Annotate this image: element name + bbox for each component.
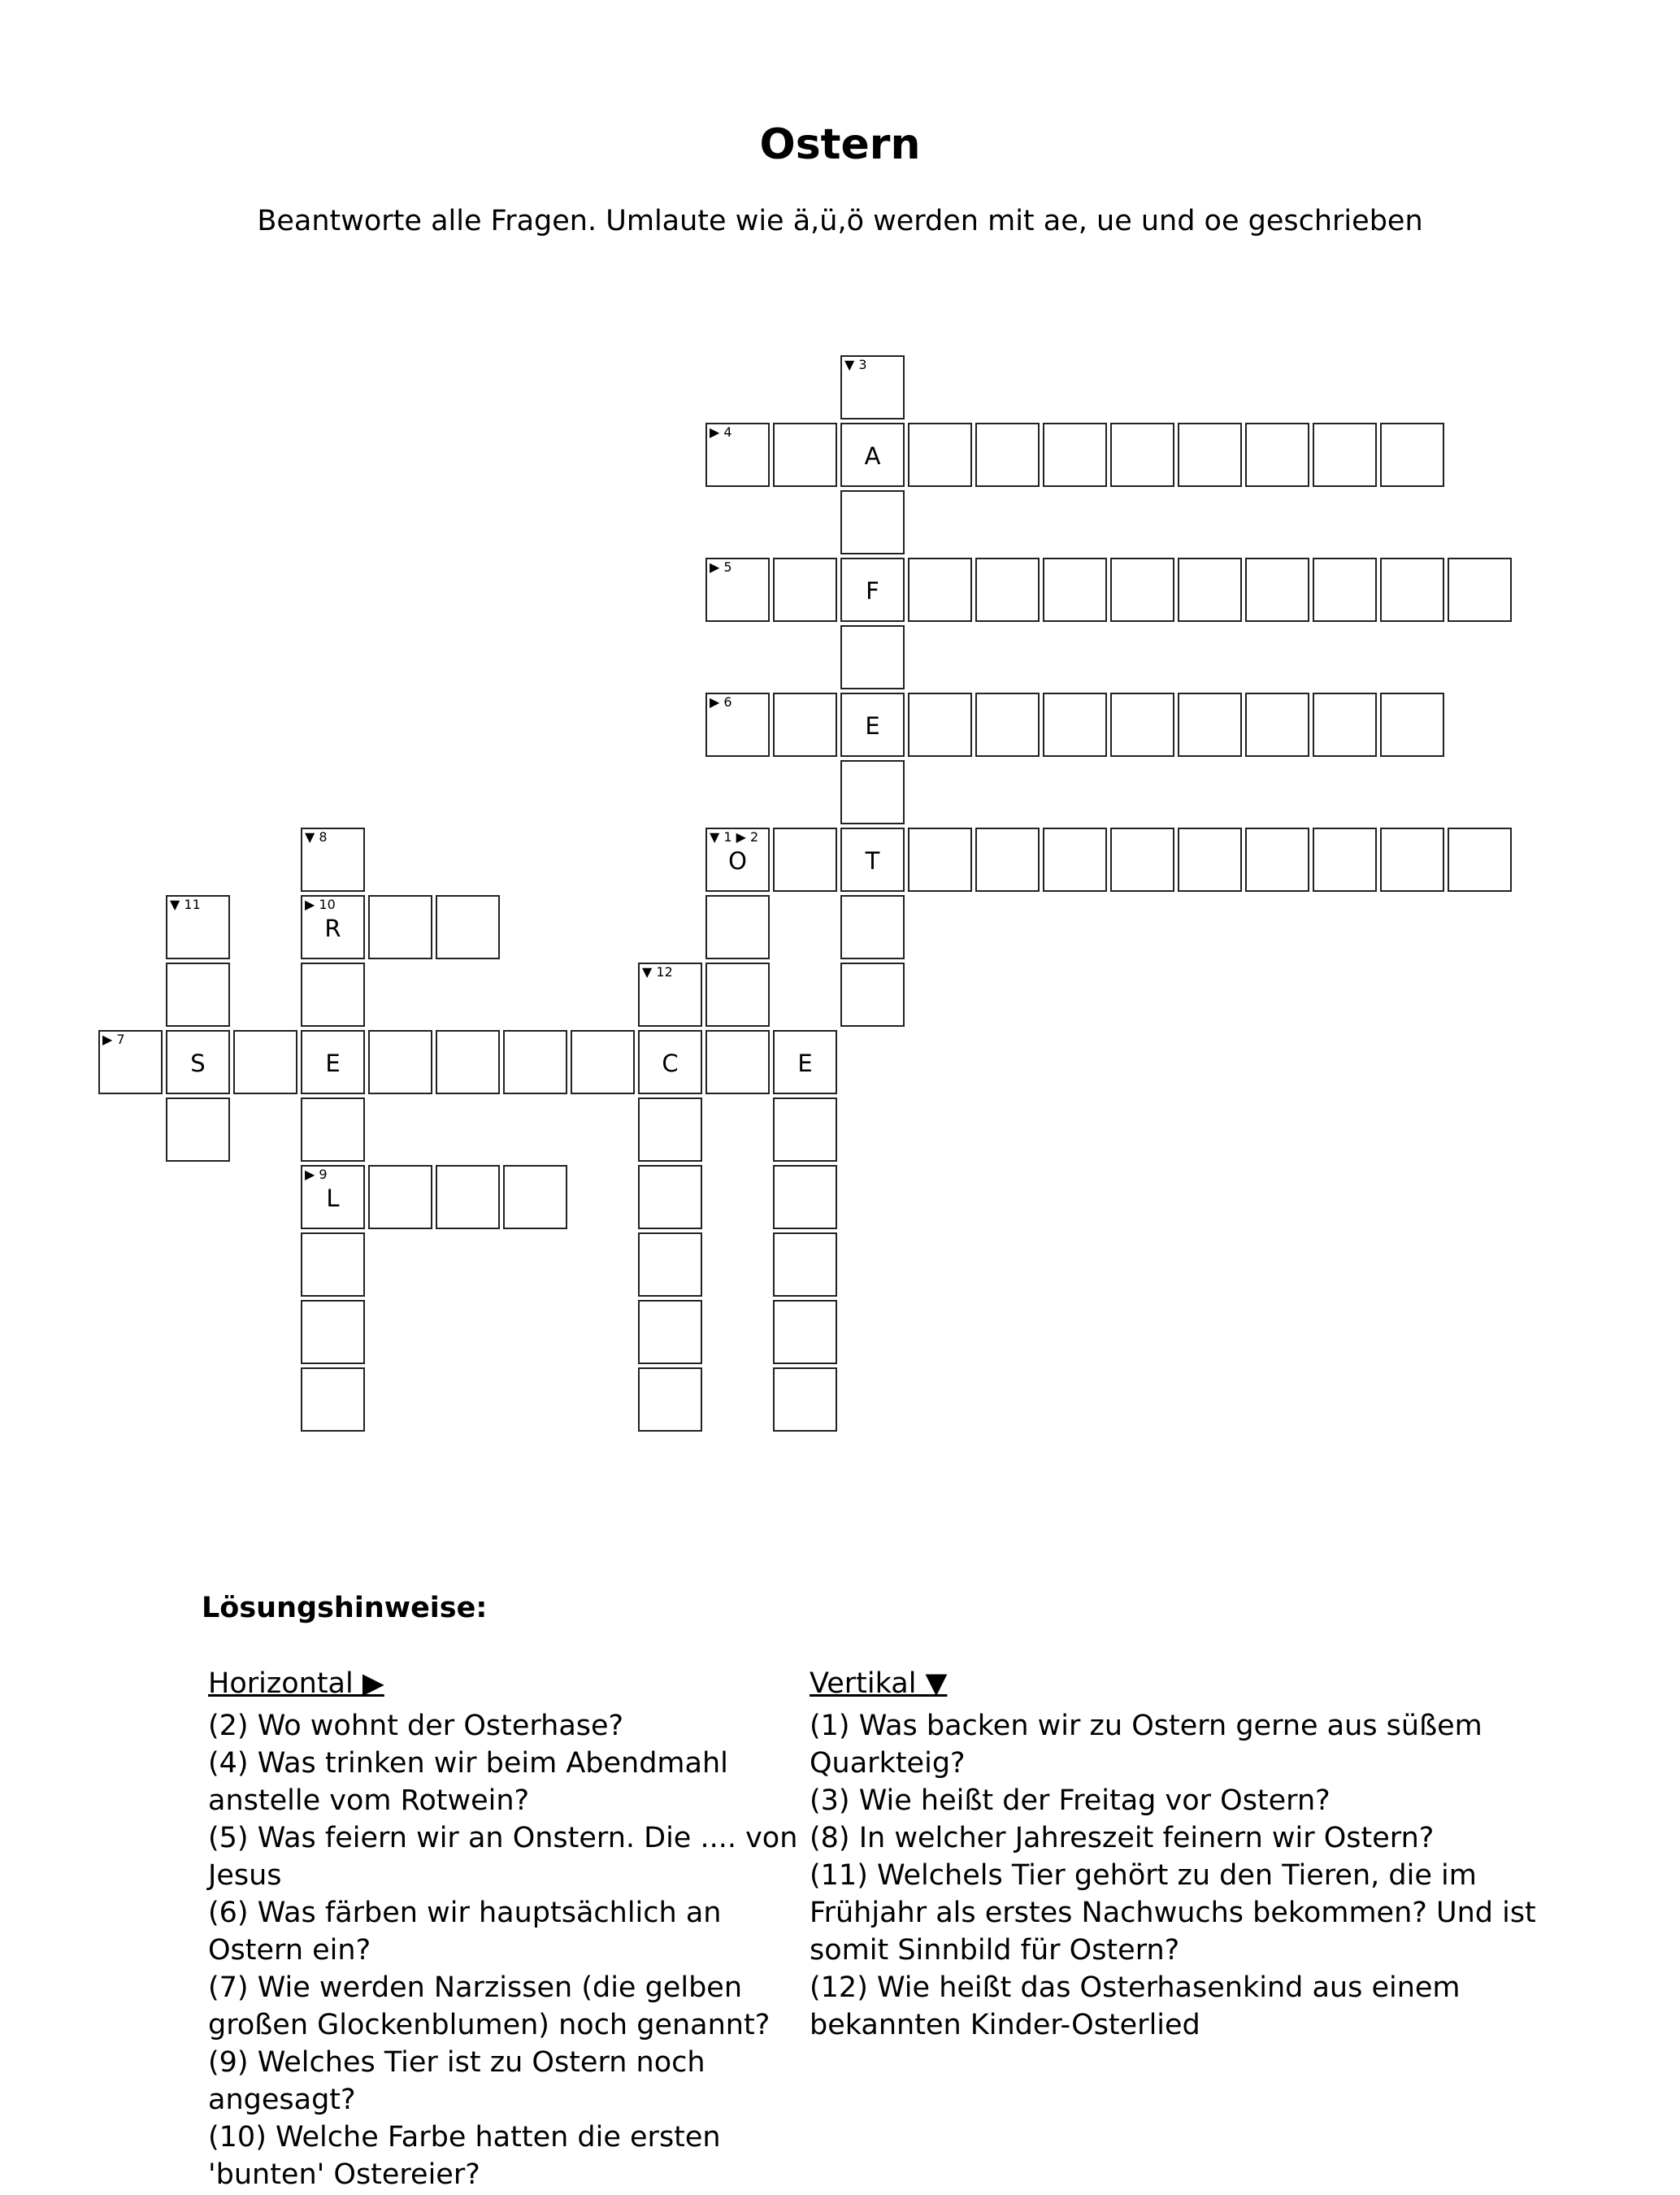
crossword-cell[interactable] xyxy=(166,1030,230,1094)
crossword-cell[interactable] xyxy=(638,1030,702,1094)
crossword-cell[interactable] xyxy=(840,490,905,554)
clue-vertical: (3) Wie heißt der Freitag vor Ostern? xyxy=(810,1784,1331,1817)
crossword-cell[interactable] xyxy=(1178,423,1242,487)
crossword-cell[interactable] xyxy=(638,1367,702,1432)
cell-letter: A xyxy=(864,442,881,470)
hints-title: Lösungshinweise: xyxy=(202,1592,488,1624)
clue-number: ▶ 4 xyxy=(710,424,732,440)
crossword-cell[interactable] xyxy=(301,1367,365,1432)
crossword-cell[interactable] xyxy=(705,963,770,1027)
crossword-cell[interactable] xyxy=(840,963,905,1027)
crossword-cell[interactable] xyxy=(705,558,770,622)
crossword-cell[interactable] xyxy=(840,693,905,757)
crossword-cell[interactable] xyxy=(301,895,365,959)
crossword-cell[interactable] xyxy=(773,1367,837,1432)
crossword-cell[interactable] xyxy=(166,895,230,959)
crossword-cell[interactable] xyxy=(1380,558,1444,622)
cell-letter: E xyxy=(325,1050,341,1077)
crossword-cell[interactable] xyxy=(773,828,837,892)
clue-number: ▶ 7 xyxy=(102,1032,125,1047)
clue-horizontal: (5) Was feiern wir an Onstern. Die .... von Jesus xyxy=(208,1822,798,1892)
crossword-cell[interactable] xyxy=(436,1165,500,1229)
cell-letter: E xyxy=(865,712,880,740)
crossword-cell[interactable] xyxy=(705,828,770,892)
crossword-cell[interactable] xyxy=(975,558,1040,622)
crossword-cell[interactable] xyxy=(1245,693,1309,757)
crossword-cell[interactable] xyxy=(1110,558,1174,622)
cell-letter: O xyxy=(728,847,747,875)
crossword-cell[interactable] xyxy=(638,1098,702,1162)
clue-number: ▼ 11 xyxy=(170,897,201,912)
clue-horizontal: (10) Welche Farbe hatten die ersten 'bunten' Ostereier? xyxy=(208,2121,721,2191)
crossword-cell[interactable] xyxy=(301,1300,365,1364)
crossword-cell[interactable] xyxy=(705,423,770,487)
clue-number: ▼ 8 xyxy=(305,829,328,845)
crossword-cell[interactable] xyxy=(1380,828,1444,892)
crossword-cell[interactable] xyxy=(98,1030,163,1094)
clue-number: ▶ 5 xyxy=(710,559,732,575)
cell-letter: F xyxy=(866,577,879,605)
crossword-cell[interactable] xyxy=(1448,558,1512,622)
crossword-cell[interactable] xyxy=(908,423,972,487)
crossword-cell[interactable] xyxy=(773,1300,837,1364)
crossword-cell[interactable] xyxy=(638,1232,702,1297)
crossword-cell[interactable] xyxy=(840,423,905,487)
page-title: Ostern xyxy=(759,120,921,169)
crossword-cell[interactable] xyxy=(1380,423,1444,487)
clue-horizontal: (2) Wo wohnt der Osterhase? xyxy=(208,1710,624,1742)
crossword-cell[interactable] xyxy=(773,1232,837,1297)
crossword-cell[interactable] xyxy=(503,1030,567,1094)
cell-letter: E xyxy=(797,1050,813,1077)
cell-letter: R xyxy=(324,915,341,942)
crossword-cell[interactable] xyxy=(1448,828,1512,892)
crossword-cell[interactable] xyxy=(1313,558,1377,622)
crossword-cell[interactable] xyxy=(840,625,905,689)
crossword-cell[interactable] xyxy=(840,355,905,419)
crossword-cell[interactable] xyxy=(908,693,972,757)
crossword-cell[interactable] xyxy=(840,895,905,959)
crossword-cell[interactable] xyxy=(368,1030,432,1094)
crossword-cell[interactable] xyxy=(908,558,972,622)
crossword-cell[interactable] xyxy=(705,693,770,757)
clue-number: ▼ 12 xyxy=(642,964,673,980)
crossword-cell[interactable] xyxy=(840,760,905,824)
crossword-cell[interactable] xyxy=(773,693,837,757)
horizontal-clues xyxy=(208,1665,801,2193)
crossword-cell[interactable] xyxy=(368,895,432,959)
vertical-heading: Vertikal ▼ xyxy=(810,1667,948,1700)
horizontal-heading: Horizontal ▶ xyxy=(208,1667,384,1700)
crossword-cell[interactable] xyxy=(638,963,702,1027)
clue-number: ▼ 3 xyxy=(844,357,867,372)
crossword-cell[interactable] xyxy=(1043,423,1107,487)
vertical-clues xyxy=(810,1665,1557,2044)
crossword-cell[interactable] xyxy=(368,1165,432,1229)
crossword-cell[interactable] xyxy=(975,828,1040,892)
crossword-cell[interactable] xyxy=(1043,693,1107,757)
crossword-cell[interactable] xyxy=(301,963,365,1027)
crossword-cell[interactable] xyxy=(233,1030,297,1094)
clue-number: ▶ 6 xyxy=(710,694,732,710)
crossword-cell[interactable] xyxy=(301,1030,365,1094)
clue-number: ▶ 9 xyxy=(305,1167,328,1182)
crossword-cell[interactable] xyxy=(1178,693,1242,757)
cell-letter: C xyxy=(662,1050,679,1077)
crossword-cell[interactable] xyxy=(975,693,1040,757)
crossword-cell[interactable] xyxy=(1110,423,1174,487)
crossword-cell[interactable] xyxy=(301,1165,365,1229)
clue-vertical: (1) Was backen wir zu Ostern gerne aus süßem Quarkteig? xyxy=(810,1710,1482,1780)
crossword-cell[interactable] xyxy=(638,1300,702,1364)
crossword-cell[interactable] xyxy=(166,1098,230,1162)
crossword-cell[interactable] xyxy=(773,1098,837,1162)
crossword-cell[interactable] xyxy=(1110,693,1174,757)
crossword-cell[interactable] xyxy=(773,1030,837,1094)
clue-number: ▶ 10 xyxy=(305,897,336,912)
crossword-cell[interactable] xyxy=(1380,693,1444,757)
crossword-cell[interactable] xyxy=(1043,558,1107,622)
cell-letter: T xyxy=(865,847,880,875)
crossword-cell[interactable] xyxy=(908,828,972,892)
crossword-cell[interactable] xyxy=(1313,693,1377,757)
clue-horizontal: (6) Was färben wir hauptsächlich an Ostern ein? xyxy=(208,1897,722,1967)
crossword-cell[interactable] xyxy=(301,1098,365,1162)
crossword-cell[interactable] xyxy=(436,895,500,959)
crossword-cell[interactable] xyxy=(840,828,905,892)
clue-vertical: (11) Welchels Tier gehört zu den Tieren, die im Frühjahr als erstes Nachwuchs bekommen? Und ist somit Sinnbild für Ostern? xyxy=(810,1859,1536,1967)
crossword-cell[interactable] xyxy=(1313,828,1377,892)
crossword-cell[interactable] xyxy=(773,558,837,622)
crossword-cell[interactable] xyxy=(705,1030,770,1094)
crossword-cell[interactable] xyxy=(773,423,837,487)
cell-letter: L xyxy=(326,1184,340,1212)
crossword-cell[interactable] xyxy=(1110,828,1174,892)
crossword-cell[interactable] xyxy=(1178,828,1242,892)
clue-vertical: (8) In welcher Jahreszeit feinern wir Ostern? xyxy=(810,1822,1435,1854)
crossword-cell[interactable] xyxy=(301,828,365,892)
crossword-cell[interactable] xyxy=(1245,558,1309,622)
crossword-cell[interactable] xyxy=(166,963,230,1027)
crossword-cell[interactable] xyxy=(975,423,1040,487)
crossword-cell[interactable] xyxy=(705,895,770,959)
clue-number: ▼ 1 ▶ 2 xyxy=(710,829,759,845)
cell-letter: S xyxy=(190,1050,206,1077)
clue-vertical: (12) Wie heißt das Osterhasenkind aus einem bekannten Kinder-Osterlied xyxy=(810,1971,1461,2041)
crossword-cell[interactable] xyxy=(1245,423,1309,487)
crossword-cell[interactable] xyxy=(301,1232,365,1297)
crossword-cell[interactable] xyxy=(638,1165,702,1229)
crossword-cell[interactable] xyxy=(1043,828,1107,892)
crossword-cell[interactable] xyxy=(503,1165,567,1229)
crossword-cell[interactable] xyxy=(1313,423,1377,487)
crossword-cell[interactable] xyxy=(1178,558,1242,622)
clue-horizontal: (7) Wie werden Narzissen (die gelben großen Glockenblumen) noch genannt? xyxy=(208,1971,771,2041)
clue-horizontal: (4) Was trinken wir beim Abendmahl anstelle vom Rotwein? xyxy=(208,1747,728,1817)
page-subtitle: Beantworte alle Fragen. Umlaute wie ä,ü,ö werden mit ae, ue und oe geschrieben xyxy=(257,205,1423,237)
crossword-cell[interactable] xyxy=(773,1165,837,1229)
clue-horizontal: (9) Welches Tier ist zu Ostern noch angesagt? xyxy=(208,2046,705,2116)
crossword-cell[interactable] xyxy=(840,558,905,622)
crossword-cell[interactable] xyxy=(571,1030,635,1094)
crossword-cell[interactable] xyxy=(436,1030,500,1094)
crossword-cell[interactable] xyxy=(1245,828,1309,892)
